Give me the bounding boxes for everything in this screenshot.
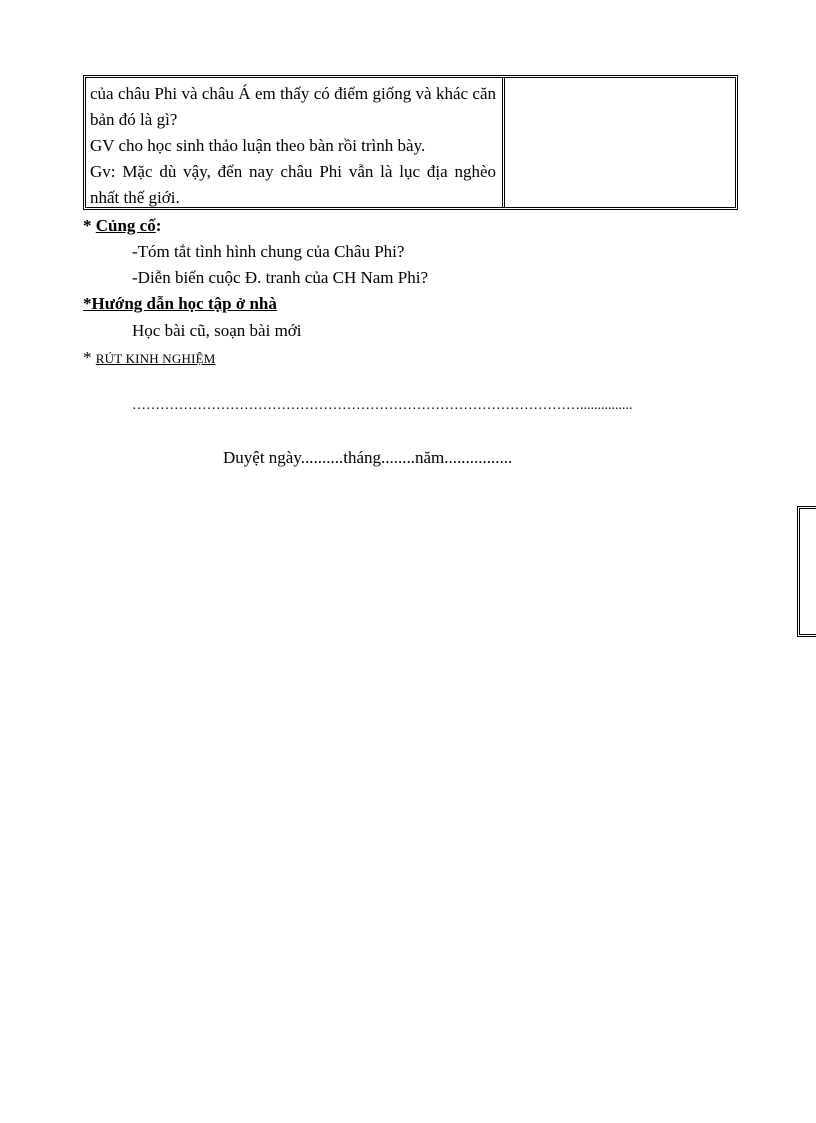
lesson-table <box>83 75 738 210</box>
heading-title: RÚT KINH NGHIỆM <box>95 351 216 366</box>
table-line-teacher-note: Gv: Mặc dù vậy, đến nay châu Phi vẫn là lục địa nghèo nhất thế giới. <box>90 162 496 207</box>
section-rut-kinh-nghiem-heading <box>83 347 216 370</box>
section-huong-dan-heading: *Hướng dẫn học tập ở nhà <box>83 294 277 313</box>
cung-co-item-1: -Tóm tắt tình hình chung của Châu Phi? <box>132 242 405 261</box>
approval-date-line: Duyệt ngày..........tháng........năm................ <box>223 448 513 467</box>
heading-asterisk: * <box>83 348 96 367</box>
table-line-discussion: GV cho học sinh thảo luận theo bàn rồi trình bày. <box>90 136 426 155</box>
dotted-fill-line: ……………………………………………………………………………………............... <box>132 398 633 413</box>
table-right-cell <box>505 78 735 207</box>
section-cung-co-heading <box>83 215 161 237</box>
cung-co-item-2: -Diễn biến cuộc Đ. tranh của CH Nam Phi? <box>132 268 428 287</box>
table-line-question: của châu Phi và châu Á em thấy có điểm giống và khác căn bản đó là gì? <box>90 84 496 129</box>
heading-title: Củng cố <box>95 216 156 235</box>
heading-asterisk: * <box>83 216 96 235</box>
edge-frame-box <box>797 506 816 637</box>
heading-colon: : <box>155 216 162 235</box>
table-left-cell <box>86 78 505 207</box>
huong-dan-item: Học bài cũ, soạn bài mới <box>132 321 302 340</box>
